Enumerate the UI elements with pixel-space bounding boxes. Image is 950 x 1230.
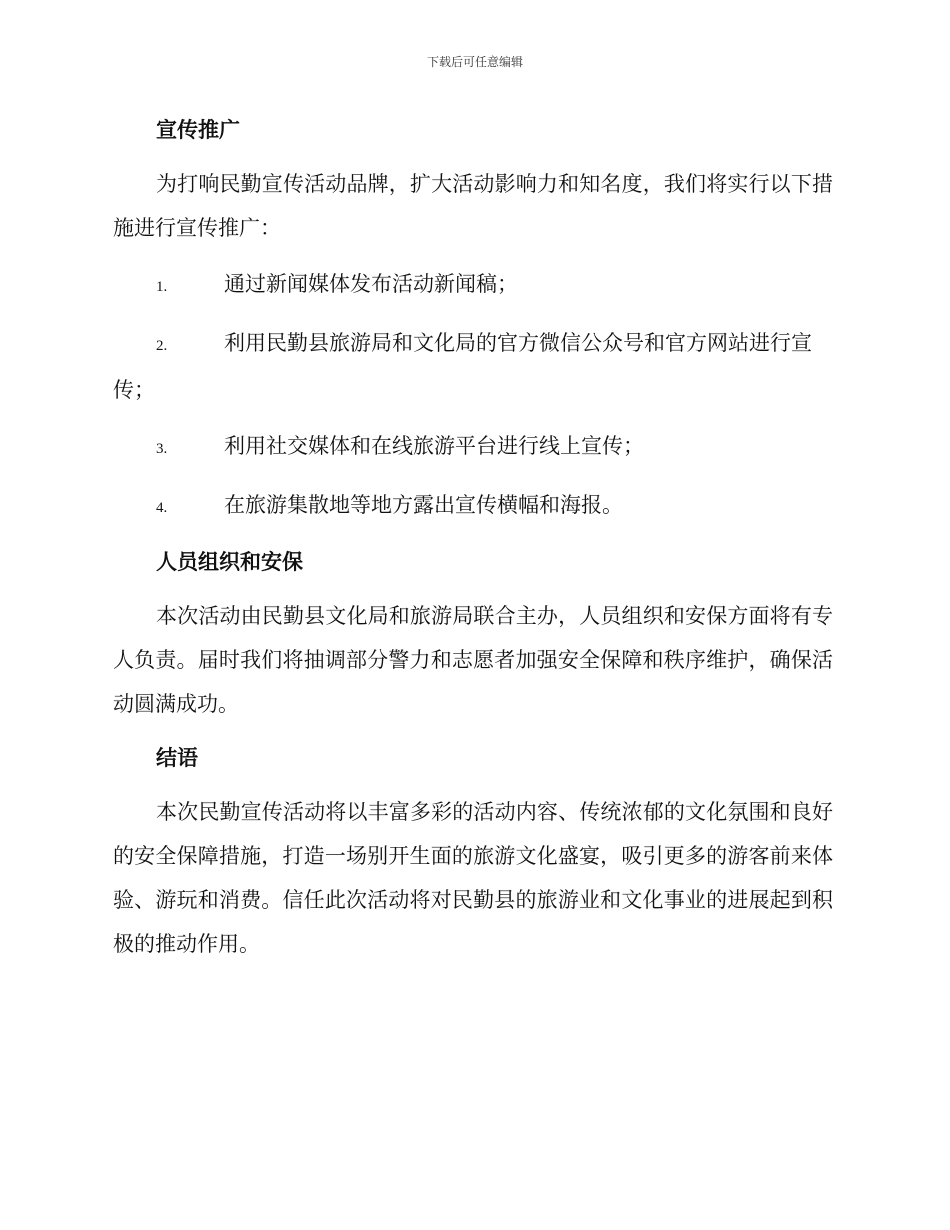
list-item-text: 通过新闻媒体发布活动新闻稿； [224,272,518,296]
list-item-number: 1. [156,279,168,295]
list-item [113,262,833,309]
list-item-number: 4. [156,500,168,516]
section-heading-promotion: 宣传推广 [156,118,240,142]
page-header: 下载后可任意编辑 [426,55,523,69]
list-item [113,321,833,412]
conclusion-paragraph: 本次民勤宣传活动将以丰富多彩的活动内容、传统浓郁的文化氛围和良好的安全保障措施，打造一场别开生面的旅游文化盛宴，吸引更多的游客前来体验、游玩和消费。信任此次活动将对民勤县的旅游业和文化事业的进展起到积极的推动作用。 [113,800,833,956]
list-item-text: 利用民勤县旅游局和文化局的官方微信公众号和官方网站进行宣传； [113,331,812,402]
list-item [113,483,833,530]
document-body [113,110,833,978]
promotion-intro-paragraph: 为打响民勤宣传活动品牌，扩大活动影响力和知名度，我们将实行以下措施进行宣传推广： [113,172,833,240]
list-item-text: 利用社交媒体和在线旅游平台进行线上宣传； [224,434,644,458]
list-item [113,424,833,471]
list-item-number: 3. [156,441,168,457]
section-heading-conclusion: 结语 [156,746,198,770]
list-item-number: 2. [156,338,168,354]
staffing-security-paragraph: 本次活动由民勤县文化局和旅游局联合主办，人员组织和安保方面将有专人负责。届时我们将抽调部分警力和志愿者加强安全保障和秩序维护，确保活动圆满成功。 [113,604,833,716]
section-heading-staffing-security: 人员组织和安保 [156,550,303,574]
list-item-text: 在旅游集散地等地方露出宣传横幅和海报。 [224,493,623,517]
promotion-measures-list [113,262,833,530]
